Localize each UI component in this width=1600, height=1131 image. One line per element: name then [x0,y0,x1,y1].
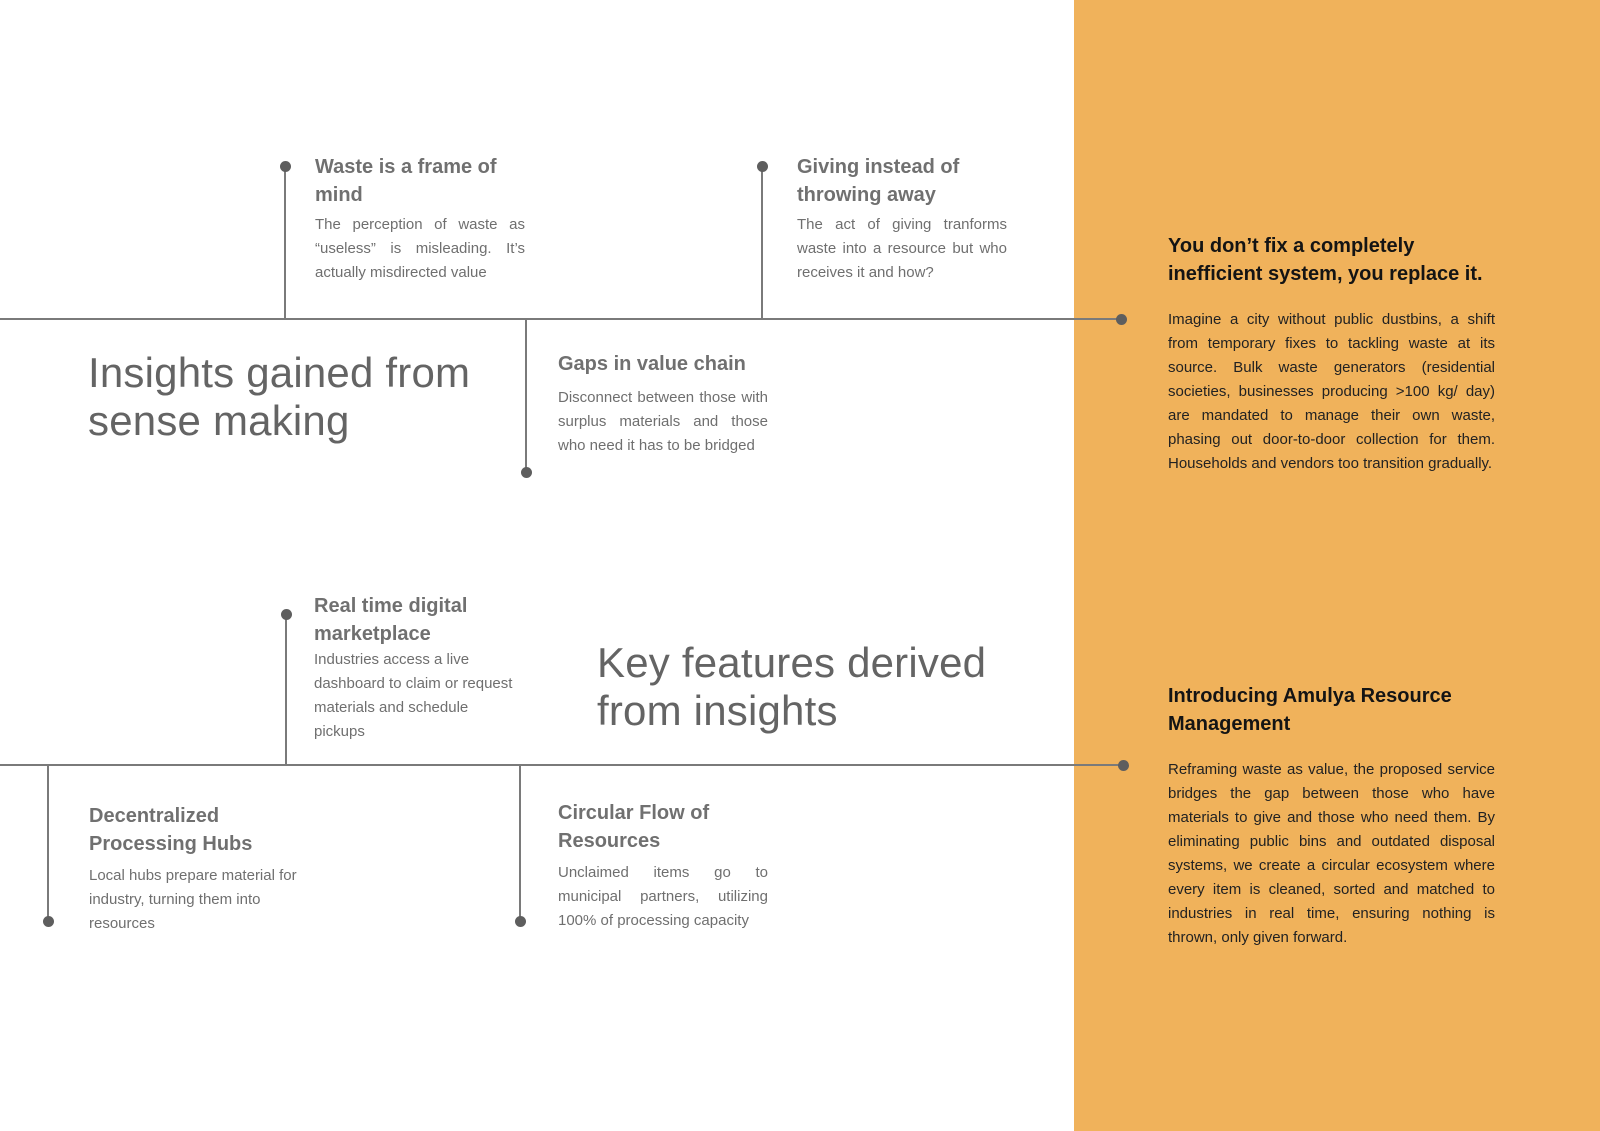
feature-title: Decentralized Processing Hubs [89,805,253,855]
side-block-title: Introducing Amulya Resource Management [1168,685,1452,735]
side-block-replace [1168,232,1495,476]
insight-title: Waste is a frame of mind [315,156,497,206]
side-block-body: Reframing waste as value, the proposed service bridges the gap between those who have materials to give and those who need them. By eliminating public bins and outdated disposal systems, we create a circular ecosystem where every item is cleaned, sorted and matched to industries in real time, ensuring nothing is thrown, only given forward. [1168,761,1495,946]
connector-circular-dot [515,916,526,927]
feature-processing-hubs [89,802,309,936]
timeline-top-line [0,318,1122,320]
connector-marketplace [285,614,287,765]
insights-heading: Insights gained from sense making [88,349,471,444]
feature-title: Real time digital marketplace [314,595,468,645]
feature-body: Local hubs prepare material for industry, turning them into resources [89,867,297,932]
feature-title: Circular Flow of Resources [558,802,710,852]
feature-body: Unclaimed items go to municipal partners, utilizing 100% of processing capacity [558,864,768,929]
insight-title: Gaps in value chain [558,353,746,375]
connector-giving-dot [757,161,768,172]
side-block-amulya [1168,682,1495,950]
insight-title: Giving instead of throwing away [797,156,960,206]
timeline-bottom-end-dot [1118,760,1129,771]
connector-hubs [47,765,49,921]
insight-body: The act of giving tranforms waste into a resource but who receives it and how? [797,216,1007,281]
connector-circular [519,765,521,921]
connector-waste-mind [284,166,286,319]
insight-waste-frame-of-mind [315,153,525,285]
connector-waste-mind-dot [280,161,291,172]
insight-gaps-value-chain [558,350,768,458]
connector-giving [761,166,763,319]
insight-body: Disconnect between those with surplus materials and those who need it has to be bridged [558,389,768,454]
feature-marketplace [314,592,514,744]
timeline-top-end-dot [1116,314,1127,325]
timeline-bottom-line [0,764,1124,766]
features-heading: Key features derived from insights [597,639,987,734]
insight-giving-instead [797,153,1007,285]
connector-gaps [525,319,527,472]
side-block-body: Imagine a city without public dustbins, a shift from temporary fixes to tackling waste at its source. Bulk waste generators (residential societies, businesses producing >100 kg/ day) are mandated to manage their own waste, phasing out door-to-door collection for them. Households and vendors too transition gradually. [1168,311,1495,472]
connector-gaps-dot [521,467,532,478]
side-panel [1074,0,1600,1131]
insight-body: The perception of waste as “useless” is misleading. It’s actually misdirected value [315,216,525,281]
connector-hubs-dot [43,916,54,927]
feature-circular-flow [558,799,768,933]
feature-body: Industries access a live dashboard to claim or request materials and schedule pickups [314,651,513,740]
connector-marketplace-dot [281,609,292,620]
side-block-title: You don’t fix a completely inefficient system, you replace it. [1168,235,1483,285]
